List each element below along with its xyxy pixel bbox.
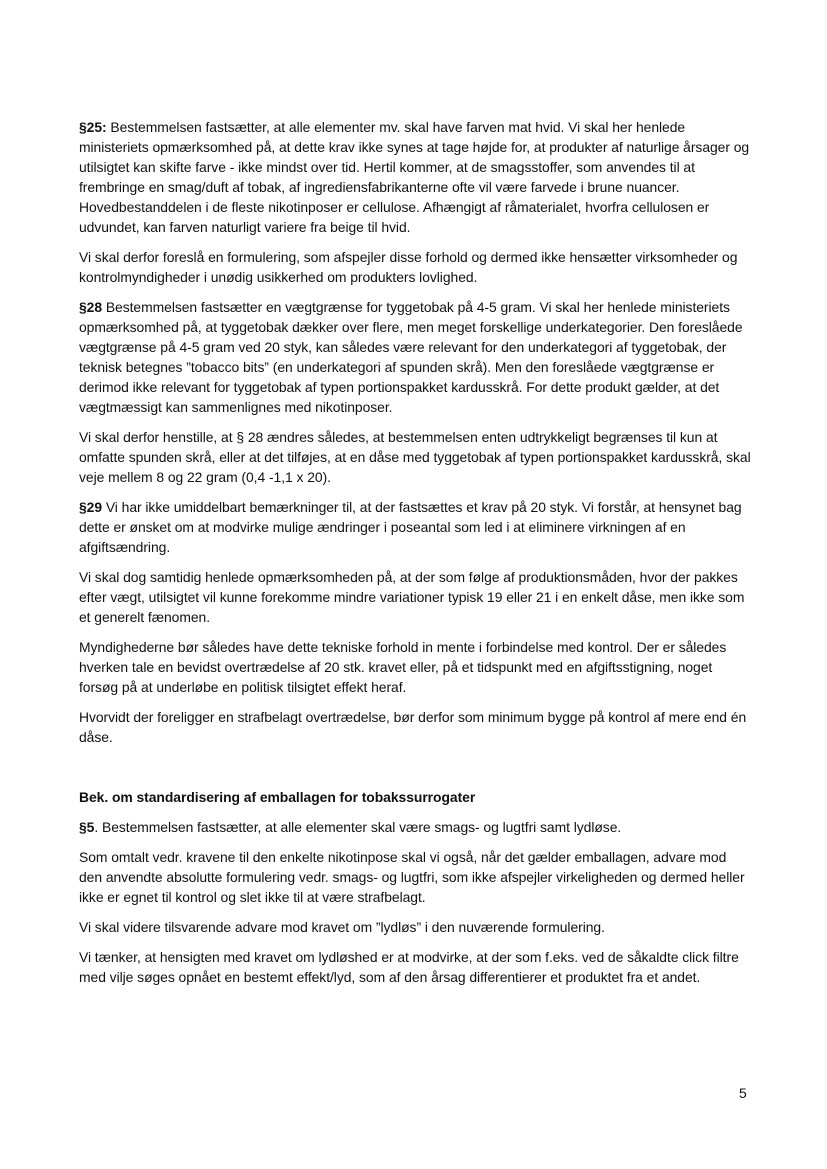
paragraph-text: Vi skal derfor henstille, at § 28 ændres således, at bestemmelsen enten udtrykkeligt begrænses til kun at omfatte spunden skrå, eller at det tilføjes, at en dåse med tyggetobak af typen portionspakket kardusskrå, skal veje mellem 8 og 22 gram (0,4 -1,1 x 20). — [79, 429, 751, 485]
paragraph-s29-variation — [79, 567, 751, 627]
paragraph-text: Vi har ikke umiddelbart bemærkninger til, at der fastsættes et krav på 20 styk. Vi forstår, at hensynet bag dette er ønsket om at modvirke mulige ændringer i poseantal som led i at eliminere virkningen af en afgiftsændring. — [79, 499, 742, 555]
paragraph-text: Hvorvidt der foreligger en strafbelagt overtrædelse, bør derfor som minimum bygge på kontrol af mere end én dåse. — [79, 709, 747, 745]
page-number: 5 — [739, 1085, 747, 1101]
document-body — [79, 117, 751, 997]
paragraph-s5-intent — [79, 947, 751, 987]
paragraph-text: Vi skal dog samtidig henlede opmærksomheden på, at der som følge af produktionsmåden, hvor der pakkes efter vægt, utilsigtet vil kunne forekomme mindre variationer typisk 19 eller 21 i en enkelt dåse, men ikke som et generelt fænomen. — [79, 569, 745, 625]
paragraph-s25-proposal — [79, 247, 751, 287]
section-ref: §25: — [79, 119, 107, 135]
paragraph-text: Vi tænker, at hensigten med kravet om lydløshed er at modvirke, at der som f.eks. ved de såkaldte click filtre med vilje søges opnået en bestemt effekt/lyd, som af den årsag differentierer et produktet fra et andet. — [79, 949, 739, 985]
paragraph-s29 — [79, 497, 751, 557]
paragraph-text: Vi skal derfor foreslå en formulering, som afspejler disse forhold og dermed ikke hensætter virksomheder og kontrolmyndigheder i unødig usikkerhed om produkters lovlighed. — [79, 249, 738, 285]
paragraph-s5 — [79, 817, 751, 837]
section-ref: §5 — [79, 819, 95, 835]
paragraph-text: Myndighederne bør således have dette tekniske forhold in mente i forbindelse med kontrol. Der er således hverken tale en bevidst overtrædelse af 20 stk. kravet eller, på et tidspunkt med en afgiftsstigning, noget forsøg på at underløbe en politisk tilsigtet effekt heraf. — [79, 639, 727, 695]
section-heading: Bek. om standardisering af emballagen for tobakssurrogater — [79, 789, 476, 805]
paragraph-text: Som omtalt vedr. kravene til den enkelte nikotinpose skal vi også, når det gælder emballagen, advare mod den anvendte absolutte formulering vedr. smags- og lugtfri, som ikke afspejler virkeligheden og dermed heller ikke er egnet til kontrol og slet ikke til at være strafbelagt. — [79, 849, 745, 905]
paragraph-text: . Bestemmelsen fastsætter, at alle elementer skal være smags- og lugtfri samt lydløse. — [94, 819, 622, 835]
paragraph-s25 — [79, 117, 751, 237]
paragraph-s29-control — [79, 707, 751, 747]
section-ref: §28 — [79, 299, 103, 315]
paragraph-s5-silent — [79, 917, 751, 937]
section-ref: §29 — [79, 499, 103, 515]
paragraph-s28-recommendation — [79, 427, 751, 487]
paragraph-text: Bestemmelsen fastsætter en vægtgrænse for tyggetobak på 4-5 gram. Vi skal her henlede ministeriets opmærksomhed på, at tyggetobak dækker over flere, men meget forskellige underkategorier. Den foreslåede vægtgrænse på 4-5 gram ved 20 styk, kan således være relevant for den underkategori af tyggetobak, der teknisk betegnes ”tobacco bits” (en underkategori af spunden skrå). Men den foreslåede vægtgrænse er derimod ikke relevant for tyggetobak af typen portionspakket kardusskrå. For dette produkt gælder, at det vægtmæssigt kan sammenlignes med nikotinposer. — [79, 299, 743, 415]
paragraph-s28 — [79, 297, 751, 417]
paragraph-text: Bestemmelsen fastsætter, at alle elementer mv. skal have farven mat hvid. Vi skal her henlede ministeriets opmærksomhed på, at dette krav ikke synes at tage højde for, at produkter af naturlige årsager og utilsigtet kan skifte farve - ikke mindst over tid. Hertil kommer, at de smagsstoffer, som anvendes til at frembringe en smag/duft af tobak, af ingrediensfabrikanterne ofte vil være farvede i brune nuancer. Hovedbestanddelen i de fleste nikotinposer er cellulose. Afhængigt af råmaterialet, hvorfra cellulosen er udvundet, kan farven naturligt variere fra beige til hvid. — [79, 119, 750, 235]
paragraph-s5-warning — [79, 847, 751, 907]
paragraph-s29-authorities — [79, 637, 751, 697]
paragraph-text: Vi skal videre tilsvarende advare mod kravet om ”lydløs” i den nuværende formulering. — [79, 919, 605, 935]
section-spacer — [79, 757, 751, 787]
